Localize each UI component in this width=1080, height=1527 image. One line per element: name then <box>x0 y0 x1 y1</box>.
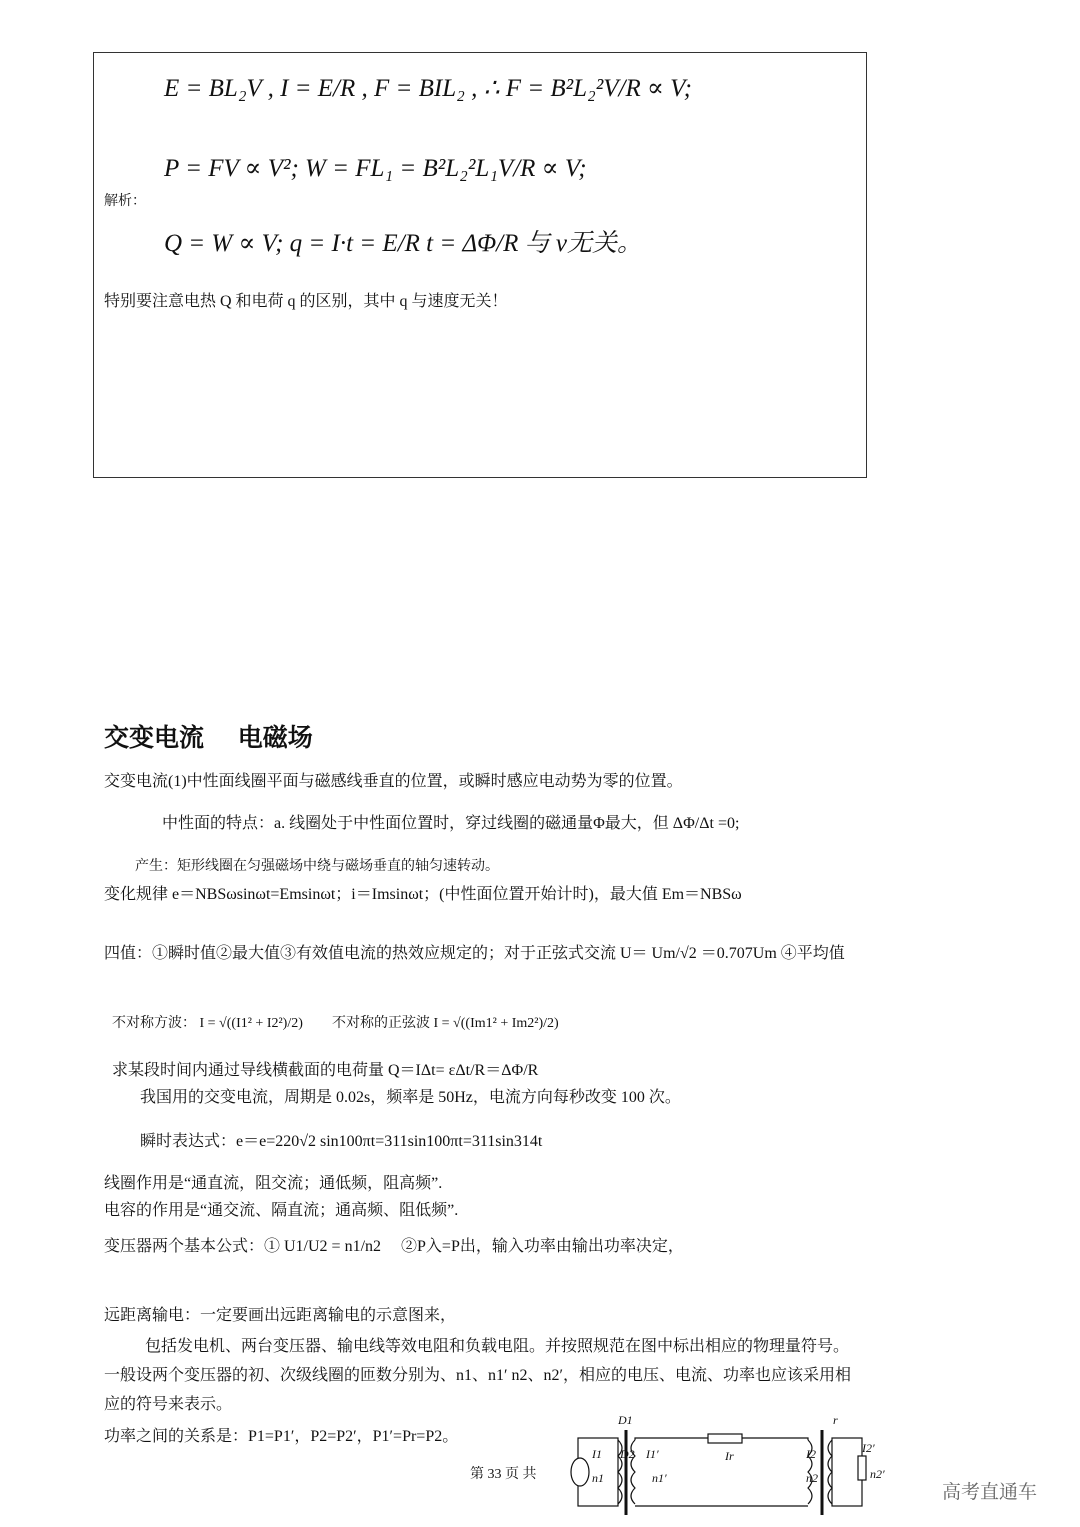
solution-label: 解析： <box>104 194 146 209</box>
text-line: 瞬时表达式：e＝e=220√2 sin100πt=311sin100πt=311sin314t <box>140 1133 543 1150</box>
label: D2 <box>620 1447 635 1461</box>
text-line: 不对称方波： I = √((I1² + I2²)/2) <box>112 1016 303 1031</box>
generator-icon <box>571 1458 589 1486</box>
text-line: 包括发电机、两台变压器、输电线等效电阻和负载电阻。并按照规范在图中标出相应的物理量符号。 <box>145 1338 850 1355</box>
label: n2′ <box>870 1467 885 1481</box>
power-transmission-diagram <box>570 1410 900 1527</box>
equation-2: P = FV ∝ V²; W = FL₁ = B²L₂²L₁V/R ∝ V; <box>164 155 587 182</box>
solution-box <box>93 52 867 478</box>
text-line: 电容的作用是“通交流、隔直流；通高频、阻低频”. <box>104 1202 459 1219</box>
text-line: 变压器两个基本公式：① U1/U2 = n1/n2 ②P入=P出，输入功率由输出功率决定， <box>104 1238 684 1255</box>
label: n2 <box>806 1471 818 1485</box>
text-line: 功率之间的关系是：P1=P1′，P2=P2′，P1′=Pr=P2。 <box>104 1428 459 1445</box>
label: r <box>833 1413 838 1427</box>
text-line: 应的符号来表示。 <box>104 1396 233 1413</box>
text-line: 线圈作用是“通直流，阻交流；通低频，阻高频”. <box>104 1175 443 1192</box>
text-line: 远距离输电：一定要画出远距离输电的示意图来， <box>104 1307 457 1324</box>
watermark: 高考直通车 <box>942 1481 1038 1503</box>
text-line: 一般设两个变压器的初、次级线圈的匝数分别为、n1、n1′ n2、n2′，相应的电压、电流、功率也应该采用相 <box>104 1367 852 1384</box>
page-number: 第 33 页 共 <box>470 1467 537 1482</box>
text-line: 四值：①瞬时值②最大值③有效值电流的热效应规定的；对于正弦式交流 U＝ Um/√2 ＝0.707Um ④平均值 <box>104 945 845 962</box>
text-line: 产生：矩形线圈在匀强磁场中绕与磁场垂直的轴匀速转动。 <box>135 859 499 874</box>
resistor-icon <box>708 1434 742 1443</box>
label: I1′ <box>646 1447 659 1461</box>
label: n1′ <box>652 1471 667 1485</box>
solution-note: 特别要注意电热 Q 和电荷 q 的区别，其中 q 与速度无关！ <box>104 293 508 310</box>
text-line: 中性面的特点：a. 线圈处于中性面位置时，穿过线圈的磁通量Φ最大，但 ΔΦ/Δt =0; <box>162 815 740 832</box>
text-line: 变化规律 e＝NBSωsinωt=Emsinωt；i＝Imsinωt；(中性面位置开始计时)，最大值 Em＝NBSω <box>104 886 742 903</box>
label: n1 <box>592 1471 604 1485</box>
equation-3: Q = W ∝ V; q = I·t = E/R t = ΔΦ/R 与 v无关。 <box>164 230 642 257</box>
text-line: 不对称的正弦波 I = √((Im1² + Im2²)/2) <box>332 1016 559 1031</box>
equation-1: E = BL₂V , I = E/R , F = BIL₂ , ∴ F = B²L₂²V/R ∝ V; <box>164 75 692 102</box>
label: Ir <box>725 1449 734 1463</box>
label: I1 <box>592 1447 602 1461</box>
label: I2 <box>806 1447 816 1461</box>
section-title: 交变电流 电磁场 <box>104 723 313 752</box>
text-line: 我国用的交变电流，周期是 0.02s，频率是 50Hz，电流方向每秒改变 100 次。 <box>140 1089 681 1106</box>
label: I2′ <box>862 1441 875 1455</box>
text-line: 交变电流(1)中性面线圈平面与磁感线垂直的位置，或瞬时感应电动势为零的位置。 <box>104 773 683 790</box>
load-resistor-icon <box>858 1456 866 1480</box>
text-line: 求某段时间内通过导线横截面的电荷量 Q＝IΔt= εΔt/R＝ΔΦ/R <box>112 1062 539 1079</box>
label-d1: D1 <box>618 1413 633 1427</box>
